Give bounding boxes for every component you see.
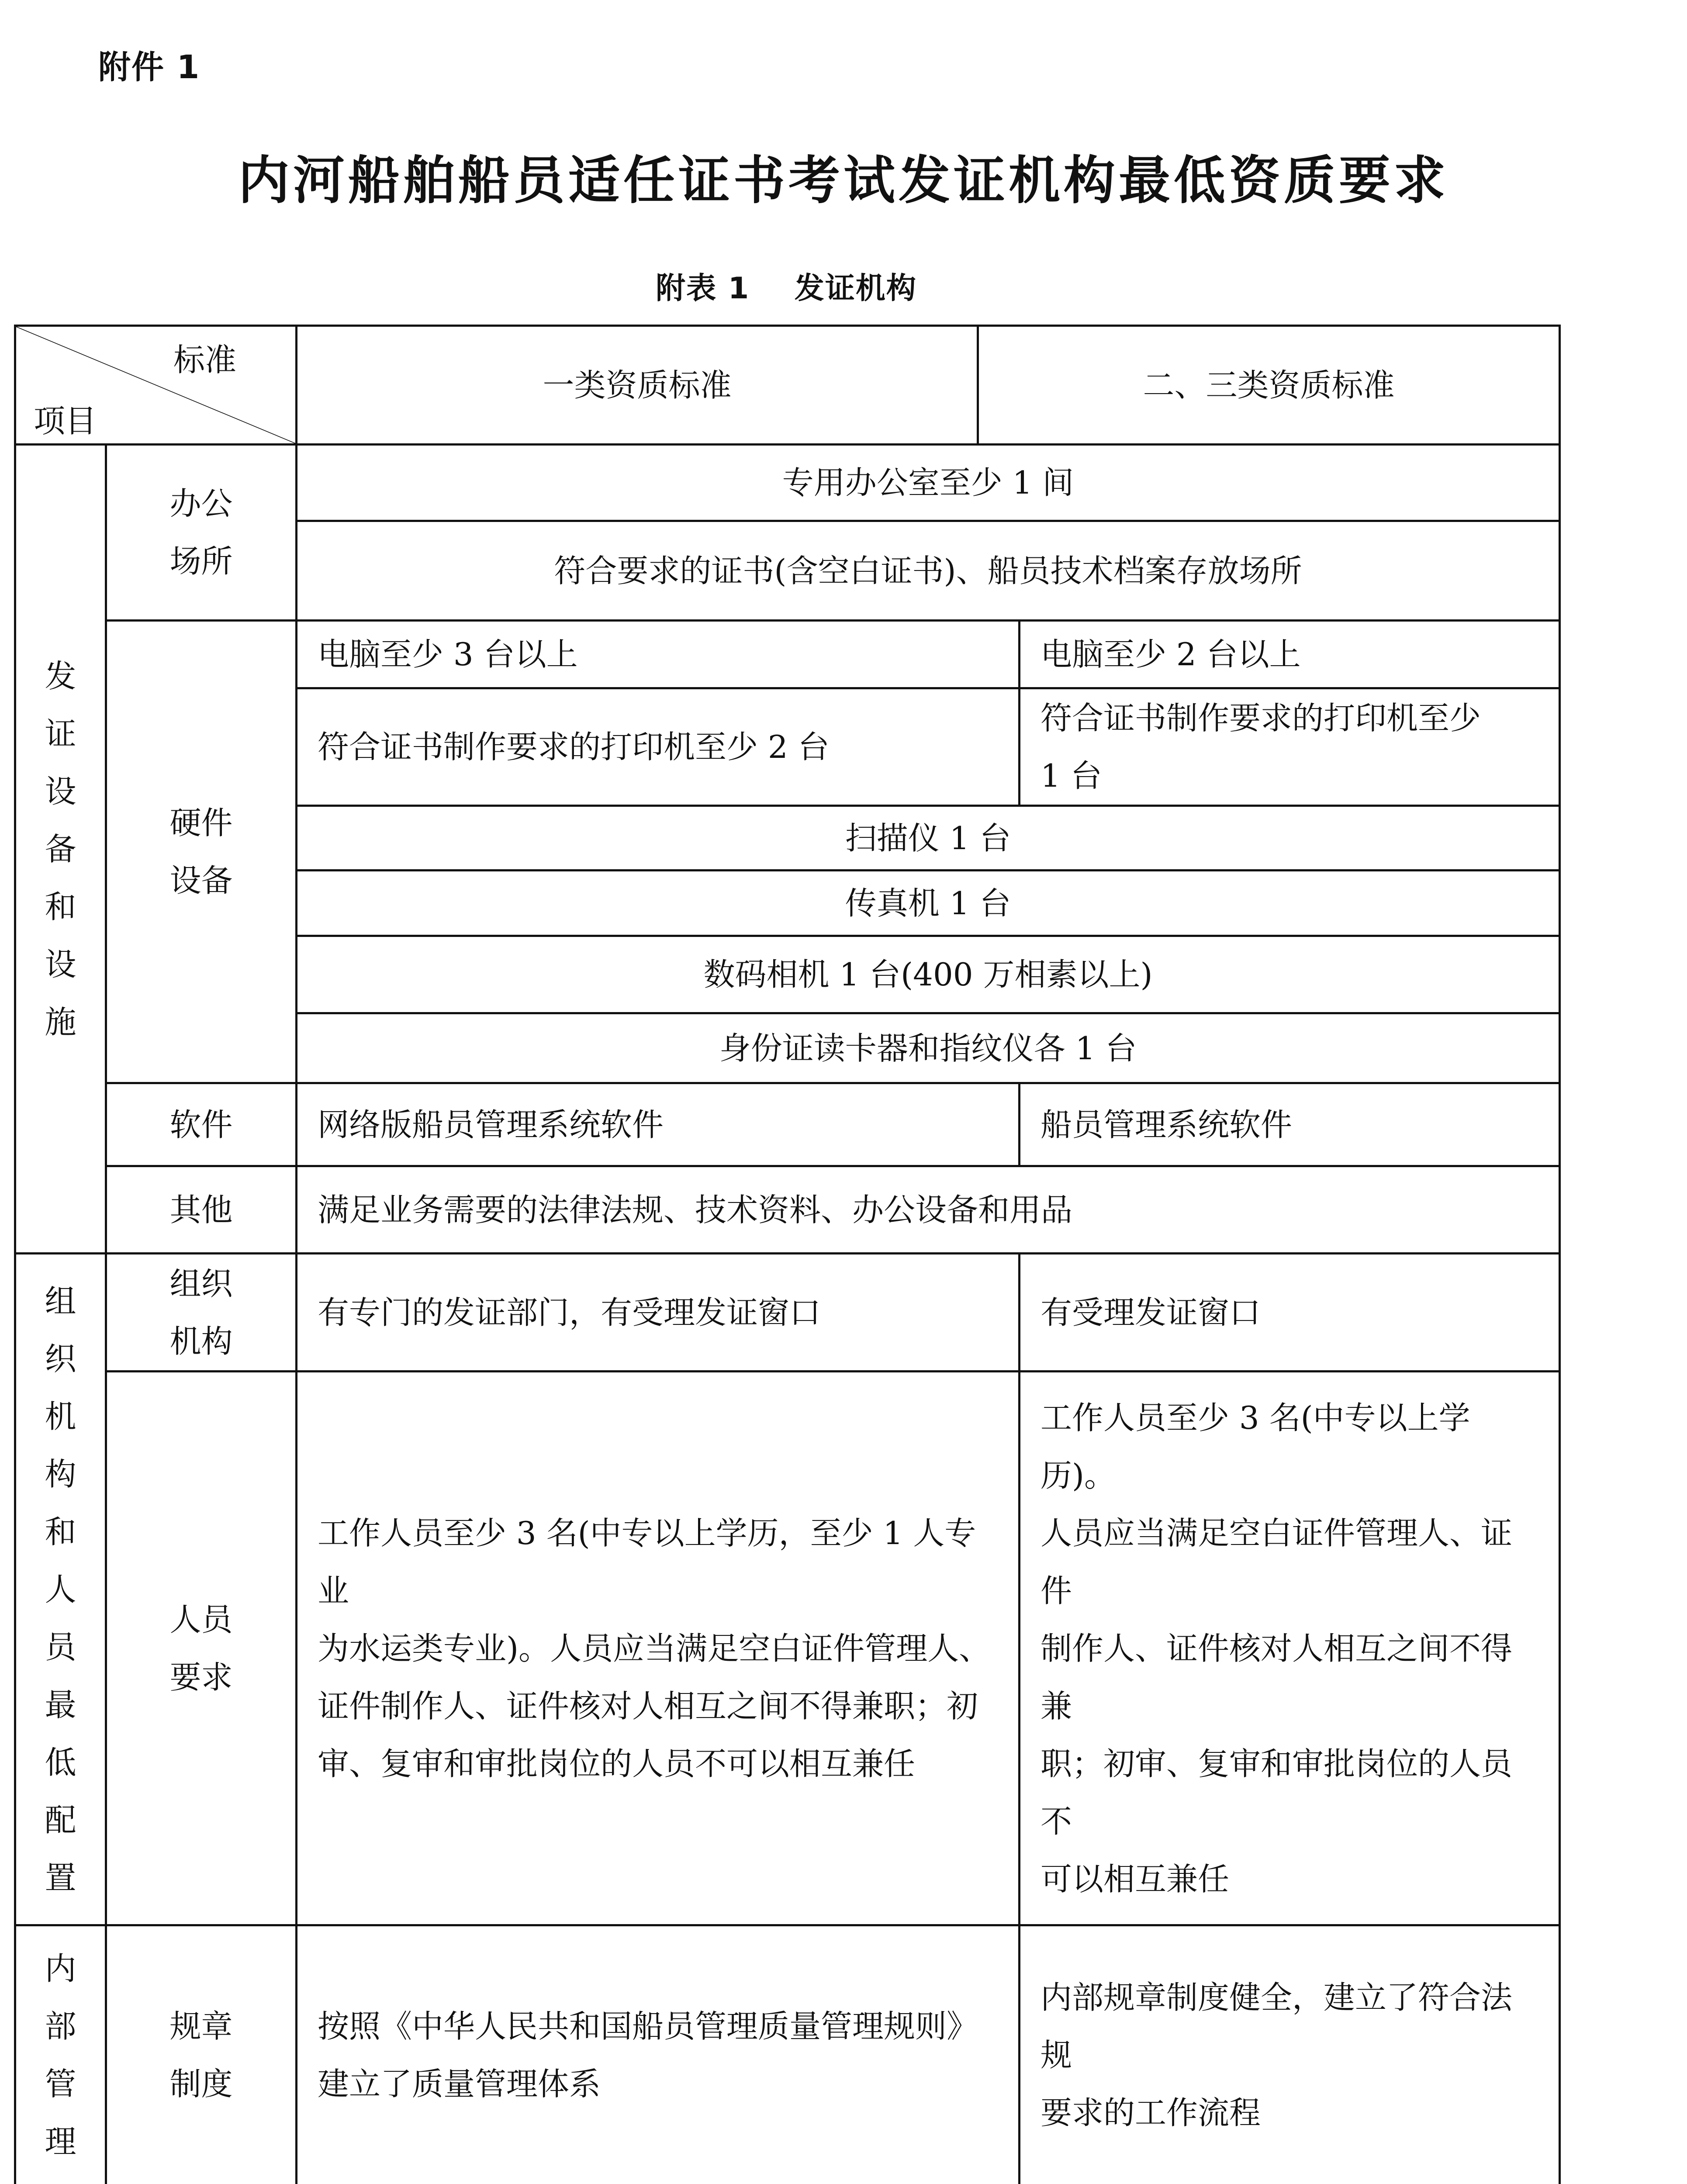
table-header-row: [15, 326, 1560, 445]
office-label: 办公 场所: [106, 445, 297, 621]
section-internal-label: 内 部 管 理: [15, 1925, 106, 2184]
table-row: [15, 1254, 1560, 1372]
staff-class1-cell: 工作人员至少 3 名(中专以上学历，至少 1 人专业 为水运类专业)。人员应当满足空白证件管理人、 证件制作人、证件核对人相互之间不得兼职；初 审、复审和审批岗位的人员不可以相互兼任: [297, 1372, 1020, 1925]
other-label: 其他: [106, 1166, 297, 1254]
attachment-label: 附件 1: [98, 48, 201, 86]
corner-item-label: 项目: [34, 403, 97, 439]
org-label: 组织 机构: [106, 1254, 297, 1372]
org-class23-cell: 有受理发证窗口: [1020, 1254, 1560, 1372]
office-room-cell: 专用办公室至少 1 间: [297, 445, 1560, 521]
document-title: 内河船舶船员适任证书考试发证机构最低资质要求: [238, 150, 1449, 211]
other-cell: 满足业务需要的法律法规、技术资料、办公设备和用品: [297, 1166, 1560, 1254]
software-label: 软件: [106, 1083, 297, 1166]
rules-class23-cell: 内部规章制度健全，建立了符合法规 要求的工作流程: [1020, 1925, 1560, 2184]
camera-cell: 数码相机 1 台(400 万相素以上): [297, 936, 1560, 1013]
software-class23-cell: 船员管理系统软件: [1020, 1083, 1560, 1166]
staff-label: 人员 要求: [106, 1372, 297, 1925]
section-equipment-label: 发 证 设 备 和 设 施: [15, 445, 106, 1254]
rules-label: 规章 制度: [106, 1925, 297, 2184]
printer-class23-cell: 符合证书制作要求的打印机至少 1 台: [1020, 688, 1560, 806]
rules-class1-cell: 按照《中华人民共和国船员管理质量管理规则》 建立了质量管理体系: [297, 1925, 1020, 2184]
table-row: [15, 621, 1560, 688]
qualification-table: [14, 325, 1561, 2184]
software-class1-cell: 网络版船员管理系统软件: [297, 1083, 1020, 1166]
table-row: [15, 1166, 1560, 1254]
table-row: [15, 1083, 1560, 1166]
org-class1-cell: 有专门的发证部门，有受理发证窗口: [297, 1254, 1020, 1372]
table-caption: 附表 1 发证机构: [656, 271, 917, 306]
pc-class23-cell: 电脑至少 2 台以上: [1020, 621, 1560, 688]
hardware-label: 硬件 设备: [106, 621, 297, 1083]
corner-header-cell: [15, 326, 297, 445]
section-org-label: 组 织 机 构 和 人 员 最 低 配 置: [15, 1254, 106, 1925]
fax-cell: 传真机 1 台: [297, 871, 1560, 936]
staff-class23-cell: 工作人员至少 3 名(中专以上学历)。 人员应当满足空白证件管理人、证件 制作人、证件核对人相互之间不得兼 职；初审、复审和审批岗位的人员不 可以相互兼任: [1020, 1372, 1560, 1925]
office-storage-cell: 符合要求的证书(含空白证书)、船员技术档案存放场所: [297, 521, 1560, 621]
header-class1: 一类资质标准: [297, 326, 978, 445]
table-row: [15, 1925, 1560, 2184]
corner-standard-label: 标准: [173, 342, 237, 378]
header-class23: 二、三类资质标准: [978, 326, 1560, 445]
idreader-cell: 身份证读卡器和指纹仪各 1 台: [297, 1013, 1560, 1083]
table-row: [15, 445, 1560, 521]
table-row: [15, 1372, 1560, 1925]
pc-class1-cell: 电脑至少 3 台以上: [297, 621, 1020, 688]
scanner-cell: 扫描仪 1 台: [297, 806, 1560, 871]
printer-class1-cell: 符合证书制作要求的打印机至少 2 台: [297, 688, 1020, 806]
